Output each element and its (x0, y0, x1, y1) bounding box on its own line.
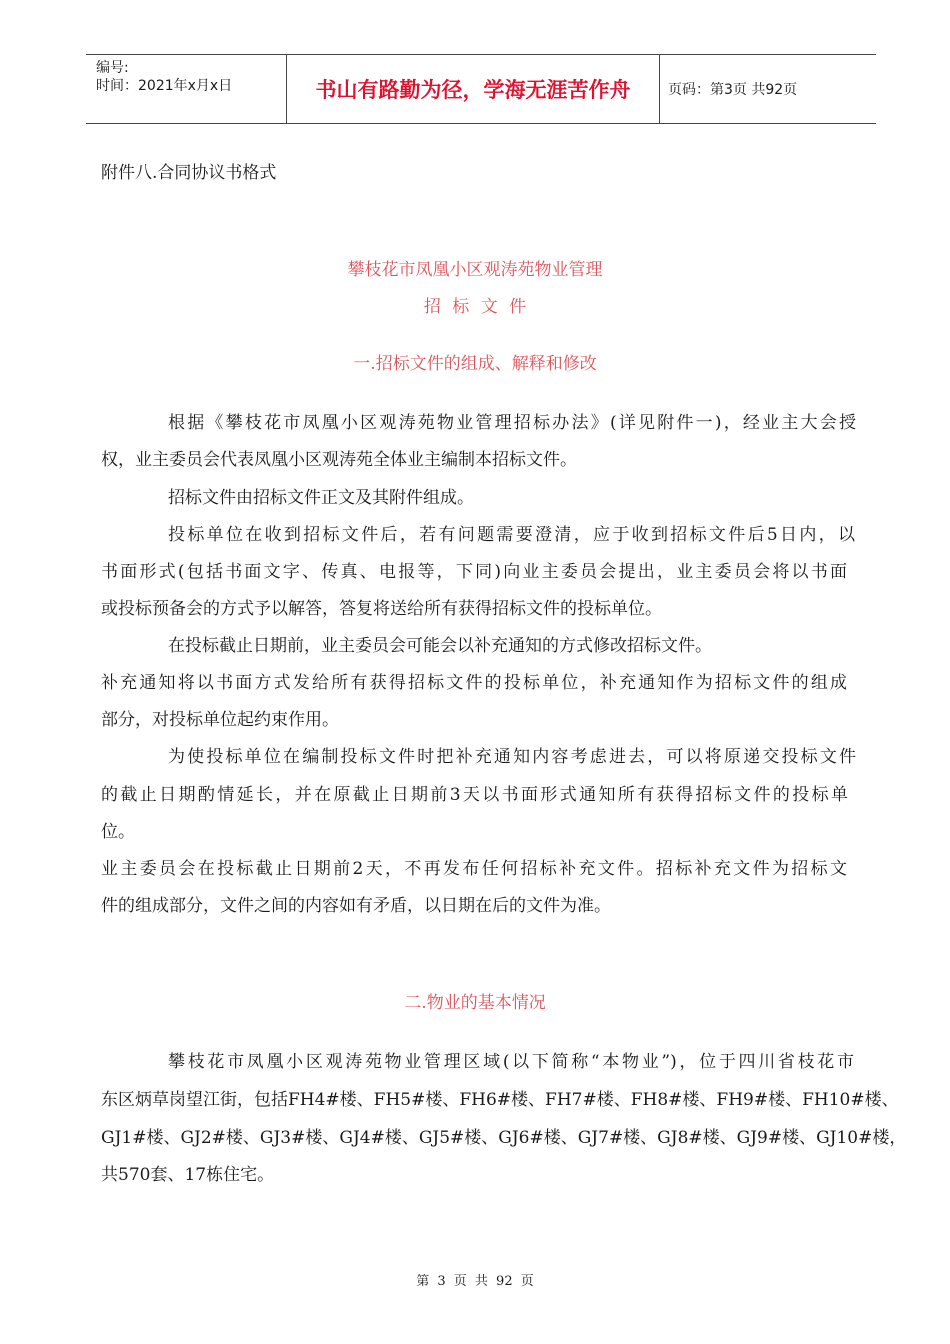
paragraph-line: GJ1#楼、GJ2#楼、GJ3#楼、GJ4#楼、GJ5#楼、GJ6#楼、GJ7#楼、GJ8#楼、GJ9#楼、GJ10#楼， (101, 1128, 907, 1148)
paragraph-line: 业主委员会在投标截止日期前2天，不再发布任何招标补充文件。招标补充文件为招标文 (101, 859, 847, 879)
paragraph-line: 位。 (101, 822, 135, 842)
paragraph-line: 招标文件由招标文件正文及其附件组成。 (168, 488, 474, 508)
paragraph-line: 部分，对投标单位起约束作用。 (101, 710, 339, 730)
paragraph-line: 攀枝花市凤凰小区观涛苑物业管理区域(以下简称“本物业”)，位于四川省枝花市 (168, 1052, 854, 1072)
paragraph-line: 书面形式(包括书面文字、传真、电报等，下同)向业主委员会提出，业主委员会将以书面 (101, 562, 847, 582)
document-time: 时间：2021年x月x日 (96, 78, 233, 94)
paragraph-line: 的截止日期酌情延长，并在原截止日期前3天以书面形式通知所有获得招标文件的投标单 (101, 785, 848, 805)
document-title: 攀枝花市凤凰小区观涛苑物业管理 (347, 260, 603, 280)
paragraph-line: 或投标预备会的方式予以解答，答复将送给所有获得招标文件的投标单位。 (101, 599, 662, 619)
attachment-title: 附件八.合同协议书格式 (101, 163, 277, 183)
paragraph-line: 根据《攀枝花市凤凰小区观涛苑物业管理招标办法》(详见附件一)，经业主大会授 (168, 413, 856, 433)
page-footer: 第 3 页 共 92 页 (416, 1274, 534, 1289)
paragraph-line: 补充通知将以书面方式发给所有获得招标文件的投标单位，补充通知作为招标文件的组成 (101, 673, 847, 693)
header-motto: 书山有路勤为径，学海无涯苦作舟 (287, 55, 660, 123)
paragraph-line: 权，业主委员会代表凤凰小区观涛苑全体业主编制本招标文件。 (101, 450, 577, 470)
page-header (86, 54, 876, 124)
paragraph-line: 投标单位在收到招标文件后，若有问题需要澄清，应于收到招标文件后5日内，以 (168, 525, 855, 545)
paragraph-line: 东区炳草岗望江街，包括FH4#楼、FH5#楼、FH6#楼、FH7#楼、FH8#楼、FH9#楼、FH10#楼、 (101, 1090, 899, 1110)
paragraph-line: 共570套、17栋住宅。 (101, 1165, 275, 1185)
document-number-label: 编号: (96, 60, 129, 76)
section-2-heading: 二.物业的基本情况 (404, 993, 546, 1013)
paragraph-line: 件的组成部分，文件之间的内容如有矛盾，以日期在后的文件为准。 (101, 896, 611, 916)
paragraph-line: 在投标截止日期前，业主委员会可能会以补充通知的方式修改招标文件。 (168, 636, 712, 656)
section-1-heading: 一.招标文件的组成、解释和修改 (353, 354, 597, 374)
paragraph-line: 为使投标单位在编制投标文件时把补充通知内容考虑进去，可以将原递交投标文件 (168, 747, 856, 767)
header-page-info: 页码：第3页 共92页 (668, 82, 798, 98)
document-subtitle: 招 标 文 件 (423, 297, 527, 317)
header-meta (86, 55, 287, 123)
